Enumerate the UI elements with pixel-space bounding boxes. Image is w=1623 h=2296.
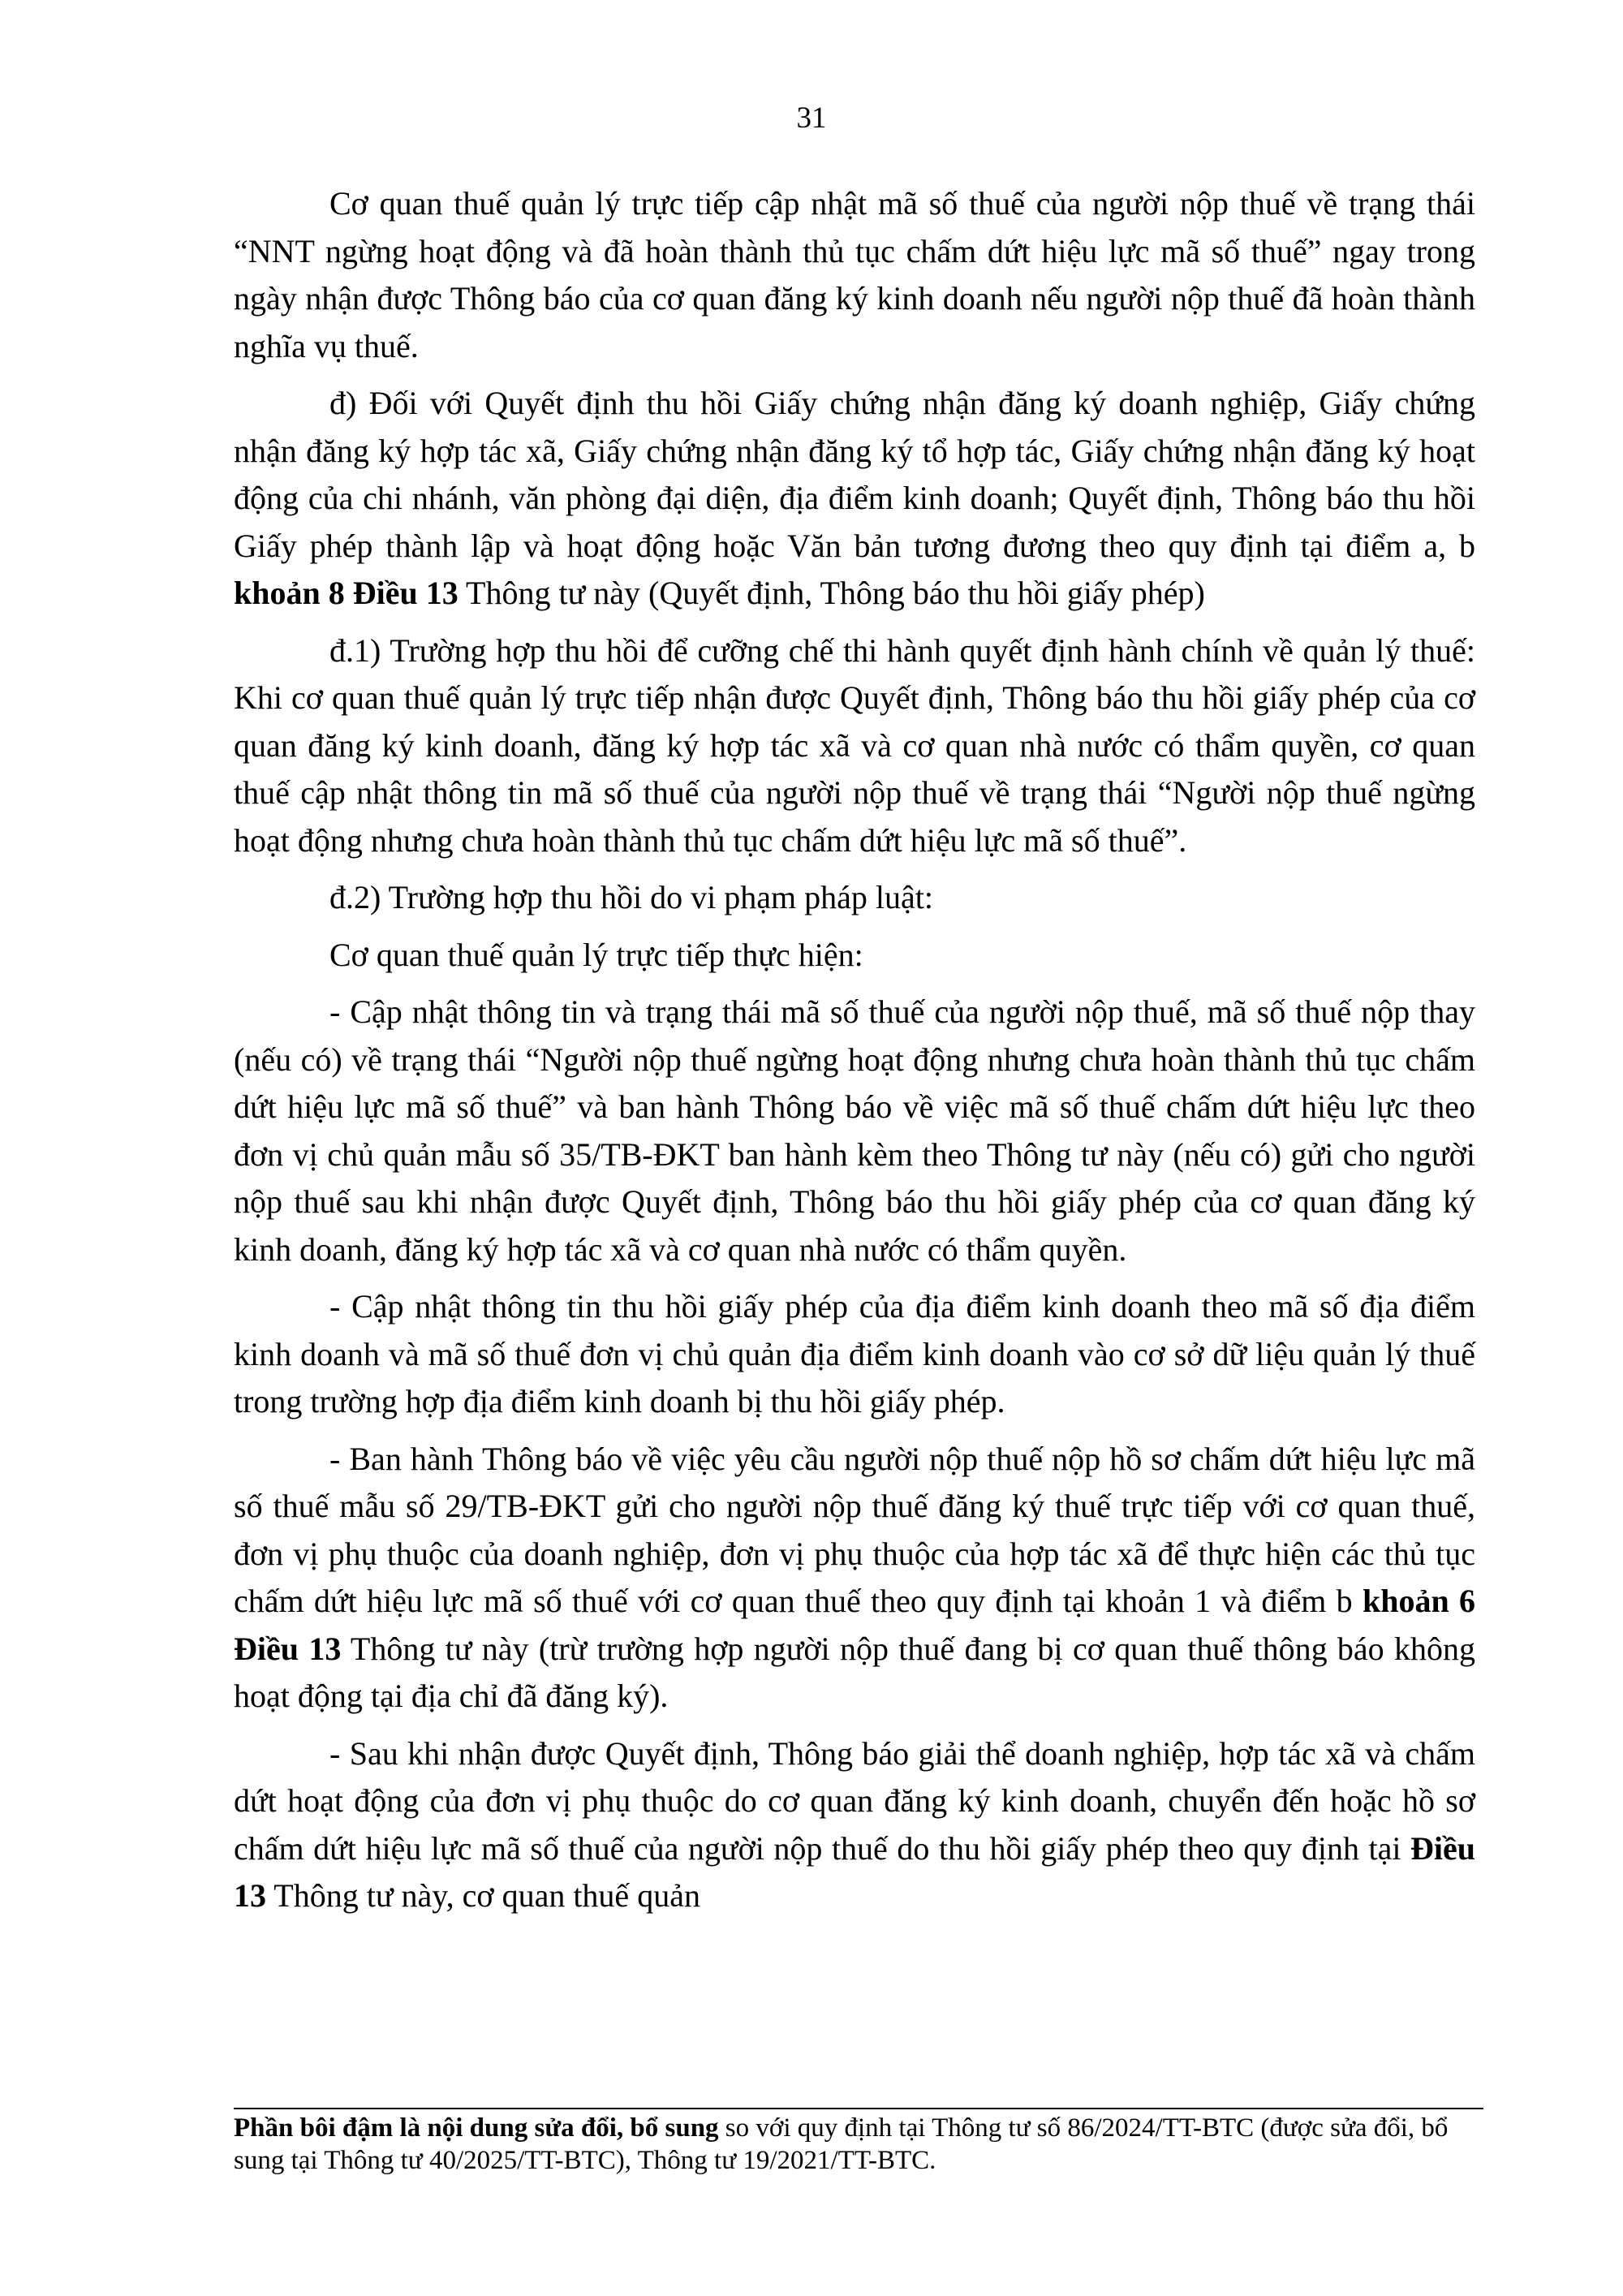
- paragraph: đ) Đối với Quyết định thu hồi Giấy chứng nhận đăng ký doanh nghiệp, Giấy chứng nhận đăng ký hợp tác xã, Giấy chứng nhận đăng ký tổ hợp tác, Giấy chứng nhận đăng ký hoạt động của chi nhánh, văn phòng đại diện, địa điểm kinh doanh; Quyết định, Thông báo thu hồi Giấy phép thành lập và hoạt động hoặc Văn bản tương đương theo quy định tại điểm a, b khoản 8 Điều 13 Thông tư này (Quyết định, Thông báo thu hồi giấy phép): [234, 385, 1475, 611]
- document-body: [234, 180, 1475, 1930]
- paragraph: đ.1) Trường hợp thu hồi để cưỡng chế thi hành quyết định hành chính về quản lý thuế: Khi cơ quan thuế quản lý trực tiếp nhận được Quyết định, Thông báo thu hồi giấy phép của cơ quan đăng ký kinh doanh, đăng ký hợp tác xã và cơ quan nhà nước có thẩm quyền, cơ quan thuế cập nhật thông tin mã số thuế của người nộp thuế về trạng thái “Người nộp thuế ngừng hoạt động nhưng chưa hoàn thành thủ tục chấm dứt hiệu lực mã số thuế”.: [234, 631, 1475, 859]
- paragraph: - Cập nhật thông tin thu hồi giấy phép của địa điểm kinh doanh theo mã số địa điểm kinh doanh và mã số thuế đơn vị chủ quản địa điểm kinh doanh vào cơ sở dữ liệu quản lý thuế trong trường hợp địa điểm kinh doanh bị thu hồi giấy phép.: [234, 1288, 1475, 1419]
- footnote-divider: [234, 2108, 1483, 2109]
- paragraph: Cơ quan thuế quản lý trực tiếp cập nhật mã số thuế của người nộp thuế về trạng thái “NNT ngừng hoạt động và đã hoàn thành thủ tục chấm dứt hiệu lực mã số thuế” ngay trong ngày nhận được Thông báo của cơ quan đăng ký kinh doanh nếu người nộp thuế đã hoàn thành nghĩa vụ thuế.: [234, 185, 1475, 364]
- paragraph: đ.2) Trường hợp thu hồi do vi phạm pháp luật:: [329, 879, 933, 915]
- paragraph: - Cập nhật thông tin và trạng thái mã số thuế của người nộp thuế, mã số thuế nộp thay (nếu có) về trạng thái “Người nộp thuế ngừng hoạt động nhưng chưa hoàn thành thủ tục chấm dứt hiệu lực mã số thuế” và ban hành Thông báo về việc mã số thuế chấm dứt hiệu lực theo đơn vị chủ quản mẫu số 35/TB-ĐKT ban hành kèm theo Thông tư này (nếu có) gửi cho người nộp thuế sau khi nhận được Quyết định, Thông báo thu hồi giấy phép của cơ quan đăng ký kinh doanh, đăng ký hợp tác xã và cơ quan nhà nước có thẩm quyền.: [234, 993, 1475, 1268]
- page-number: 31: [796, 101, 827, 135]
- paragraph: Cơ quan thuế quản lý trực tiếp thực hiện:: [329, 936, 863, 973]
- paragraph: - Ban hành Thông báo về việc yêu cầu người nộp thuế nộp hồ sơ chấm dứt hiệu lực mã số thuế mẫu số 29/TB-ĐKT gửi cho người nộp thuế đăng ký thuế trực tiếp với cơ quan thuế, đơn vị phụ thuộc của doanh nghiệp, đơn vị phụ thuộc của hợp tác xã để thực hiện các thủ tục chấm dứt hiệu lực mã số thuế với cơ quan thuế theo quy định tại khoản 1 và điểm b khoản 6 Điều 13 Thông tư này (trừ trường hợp người nộp thuế đang bị cơ quan thuế thông báo không hoạt động tại địa chỉ đã đăng ký).: [234, 1440, 1476, 1714]
- footnote: Phần bôi đậm là nội dung sửa đổi, bổ sung so với quy định tại Thông tư số 86/2024/TT-BTC (được sửa đổi, bổ sung tại Thông tư 40/2025/TT-BTC), Thông tư 19/2021/TT-BTC.: [234, 2113, 1449, 2175]
- paragraph: - Sau khi nhận được Quyết định, Thông báo giải thể doanh nghiệp, hợp tác xã và chấm dứt hoạt động của đơn vị phụ thuộc do cơ quan đăng ký kinh doanh, chuyển đến hoặc hồ sơ chấm dứt hiệu lực mã số thuế của người nộp thuế do thu hồi giấy phép theo quy định tại Điều 13 Thông tư này, cơ quan thuế quản: [234, 1734, 1475, 1914]
